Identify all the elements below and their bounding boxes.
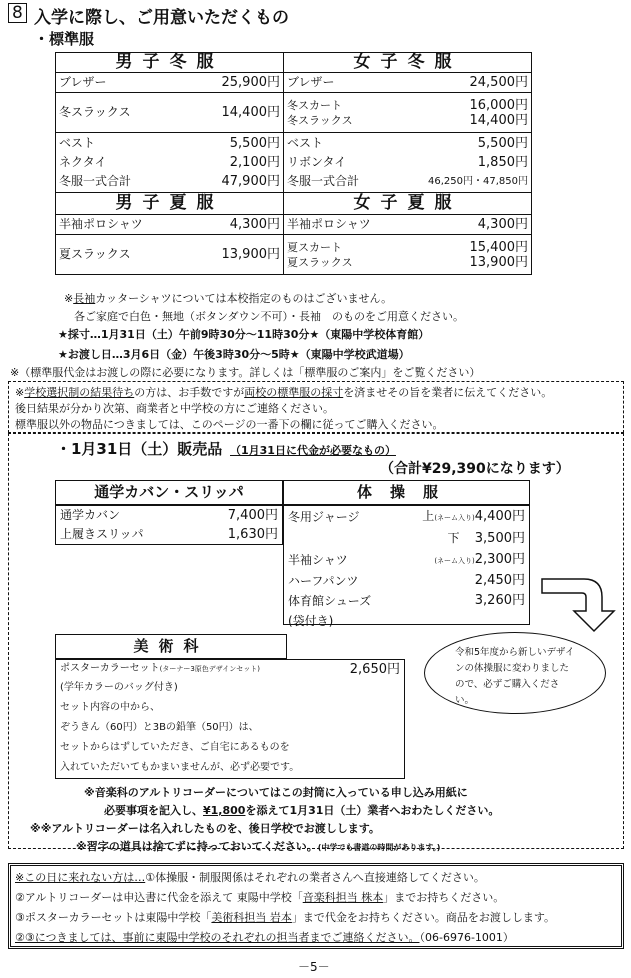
art-line: セットからはずしていただき、ご自宅にあるものを (60, 742, 290, 753)
note-long-sleeve: ※長袖カッターシャツについては本校指定のものはございません。 (64, 292, 393, 305)
bag-heading-cell (55, 480, 283, 505)
pe-heading-cell (283, 480, 530, 505)
table-row: 半袖シャツ (ネーム入り)2,300円 (288, 552, 525, 567)
boys-winter-heading: 男子冬服 (56, 53, 284, 73)
notice-line: ※学校選択制の結果待ちの方は、お手数ですが両校の標準服の採寸を済ませその旨を業者に伝えてください。 (15, 386, 553, 399)
table-row: 下 3,500円 (447, 531, 525, 546)
school-choice-notice (8, 381, 624, 433)
table-row: 上履きスリッパ 1,630円 (60, 527, 278, 542)
table-row: 冬スラックス 14,400円 (56, 93, 284, 133)
art-line: ぞうきん（60円）と3Bの鉛筆（50円）は、 (60, 722, 259, 733)
recorder-note: ※※アルトリコーダーは名入れしたものを、後日学校でお渡しします。 (30, 822, 380, 835)
table-row: 体育館シューズ 3,260円 (288, 593, 525, 608)
art-heading-cell (55, 634, 287, 659)
down-arrow-icon (540, 575, 624, 633)
girls-summer-heading: 女子夏服 (284, 193, 532, 215)
section-subtitle: ・標準服 (34, 30, 95, 48)
table-row: ポスターカラーセット(ターナー3原色デザインセット) 2,650円 (60, 661, 400, 677)
page-number: －5－ (298, 960, 330, 974)
uniform-table (55, 52, 532, 275)
calligraphy-note: ※習字の道具は捨てずに持っておいてください。(中学でも書道の時間があります。) (76, 840, 441, 853)
note-payment: ※（標準服代金はお渡しの際に必要になります。詳しくは「標準服のご案内」をご覧ください） (10, 366, 481, 379)
art-heading: 美術科 (133, 637, 209, 655)
table-row: 半袖ポロシャツ 4,300円 (284, 215, 532, 235)
bag-rows (55, 505, 283, 545)
girls-winter-heading: 女子冬服 (284, 53, 532, 73)
art-body (55, 659, 405, 779)
boys-summer-heading: 男子夏服 (56, 193, 284, 215)
sale-title-note: （1月31日に代金が必要なもの） (230, 444, 396, 457)
new-design-oval-note: 令和5年度から新しいデザインの体操服に変わりましたので、必ずご購入ください。 (424, 632, 606, 714)
section-number: 8 (8, 3, 27, 23)
sale-total: （合計¥29,390になります） (380, 461, 570, 477)
art-line: セット内容の中から、 (60, 702, 160, 713)
table-row: 半袖ポロシャツ 4,300円 (56, 215, 284, 235)
table-row: 冬スカート 16,000円 冬スラックス 14,400円 (284, 93, 532, 133)
art-line: 入れていただいてもかまいませんが、必ず必要です。 (60, 762, 300, 773)
note-delivery-date: ★お渡し日…3月6日（金）午後3時30分～5時★（東陽中学校武道場） (58, 348, 410, 361)
pe-rows (283, 505, 530, 628)
table-row: ハーフパンツ 2,450円 (288, 573, 525, 588)
table-row: 通学カバン 7,400円 (60, 508, 278, 523)
art-line: (学年カラーのバッグ付き) (60, 682, 178, 693)
absence-line: ※この日に来れない方は…①体操服・制服関係はそれぞれの業者さんへ直接連絡してください。 (15, 871, 485, 884)
table-row: (袋付き) (288, 614, 334, 628)
absence-line: ③ポスターカラーセットは東陽中学校「美術科担当 岩本」まで代金をお持ちください。商品をお渡しします。 (15, 911, 556, 924)
table-row: 夏スラックス 13,900円 (56, 235, 284, 275)
absence-line: ②③につきましては、事前に東陽中学校のそれぞれの担当者までご連絡ください。（06-6976-1001） (15, 931, 514, 944)
note-measure-date: ★採寸…1月31日（土）午前9時30分～11時30分★（東陽中学校体育館） (58, 328, 430, 341)
absence-instructions (8, 863, 624, 949)
absence-line: ②アルトリコーダーは申込書に代金を添えて 東陽中学校「音楽科担当 株本」までお持ちください。 (15, 891, 505, 904)
note-white-shirt: 各ご家庭で白色・無地（ボタンダウン不可）・長袖 のものをご用意ください。 (74, 310, 465, 323)
pe-heading: 体操服 (356, 483, 456, 501)
table-row: 夏スカート 15,400円 夏スラックス 13,900円 (284, 235, 532, 275)
table-row: 冬用ジャージ 上(ネーム入り)4,400円 (288, 509, 525, 524)
table-row: ベスト 5,500円 リボンタイ 1,850円 冬服一式合計 46,250円・47,850円 (284, 133, 532, 193)
sale-title: ・1月31日（土）販売品 (56, 440, 223, 458)
recorder-note: ※音楽科のアルトリコーダーについてはこの封筒に入っている申し込み用紙に (84, 786, 468, 799)
section-title: 入学に際し、ご用意いただくもの (34, 8, 289, 28)
notice-line: 標準服以外の物品につきましては、このページの一番下の欄に従ってご購入ください。 (15, 418, 444, 431)
bag-heading: 通学カバン・スリッパ (94, 483, 244, 501)
recorder-note: 必要事項を記入し、¥1,800を添えて1月31日（土）業者へおわたしください。 (104, 804, 500, 817)
notice-line: 後日結果が分かり次第、商業者と中学校の方にご連絡ください。 (15, 402, 334, 415)
table-row: ブレザー 25,900円 (56, 73, 284, 93)
table-row: ブレザー 24,500円 (284, 73, 532, 93)
table-row: ベスト 5,500円 ネクタイ 2,100円 冬服一式合計 47,900円 (56, 133, 284, 193)
